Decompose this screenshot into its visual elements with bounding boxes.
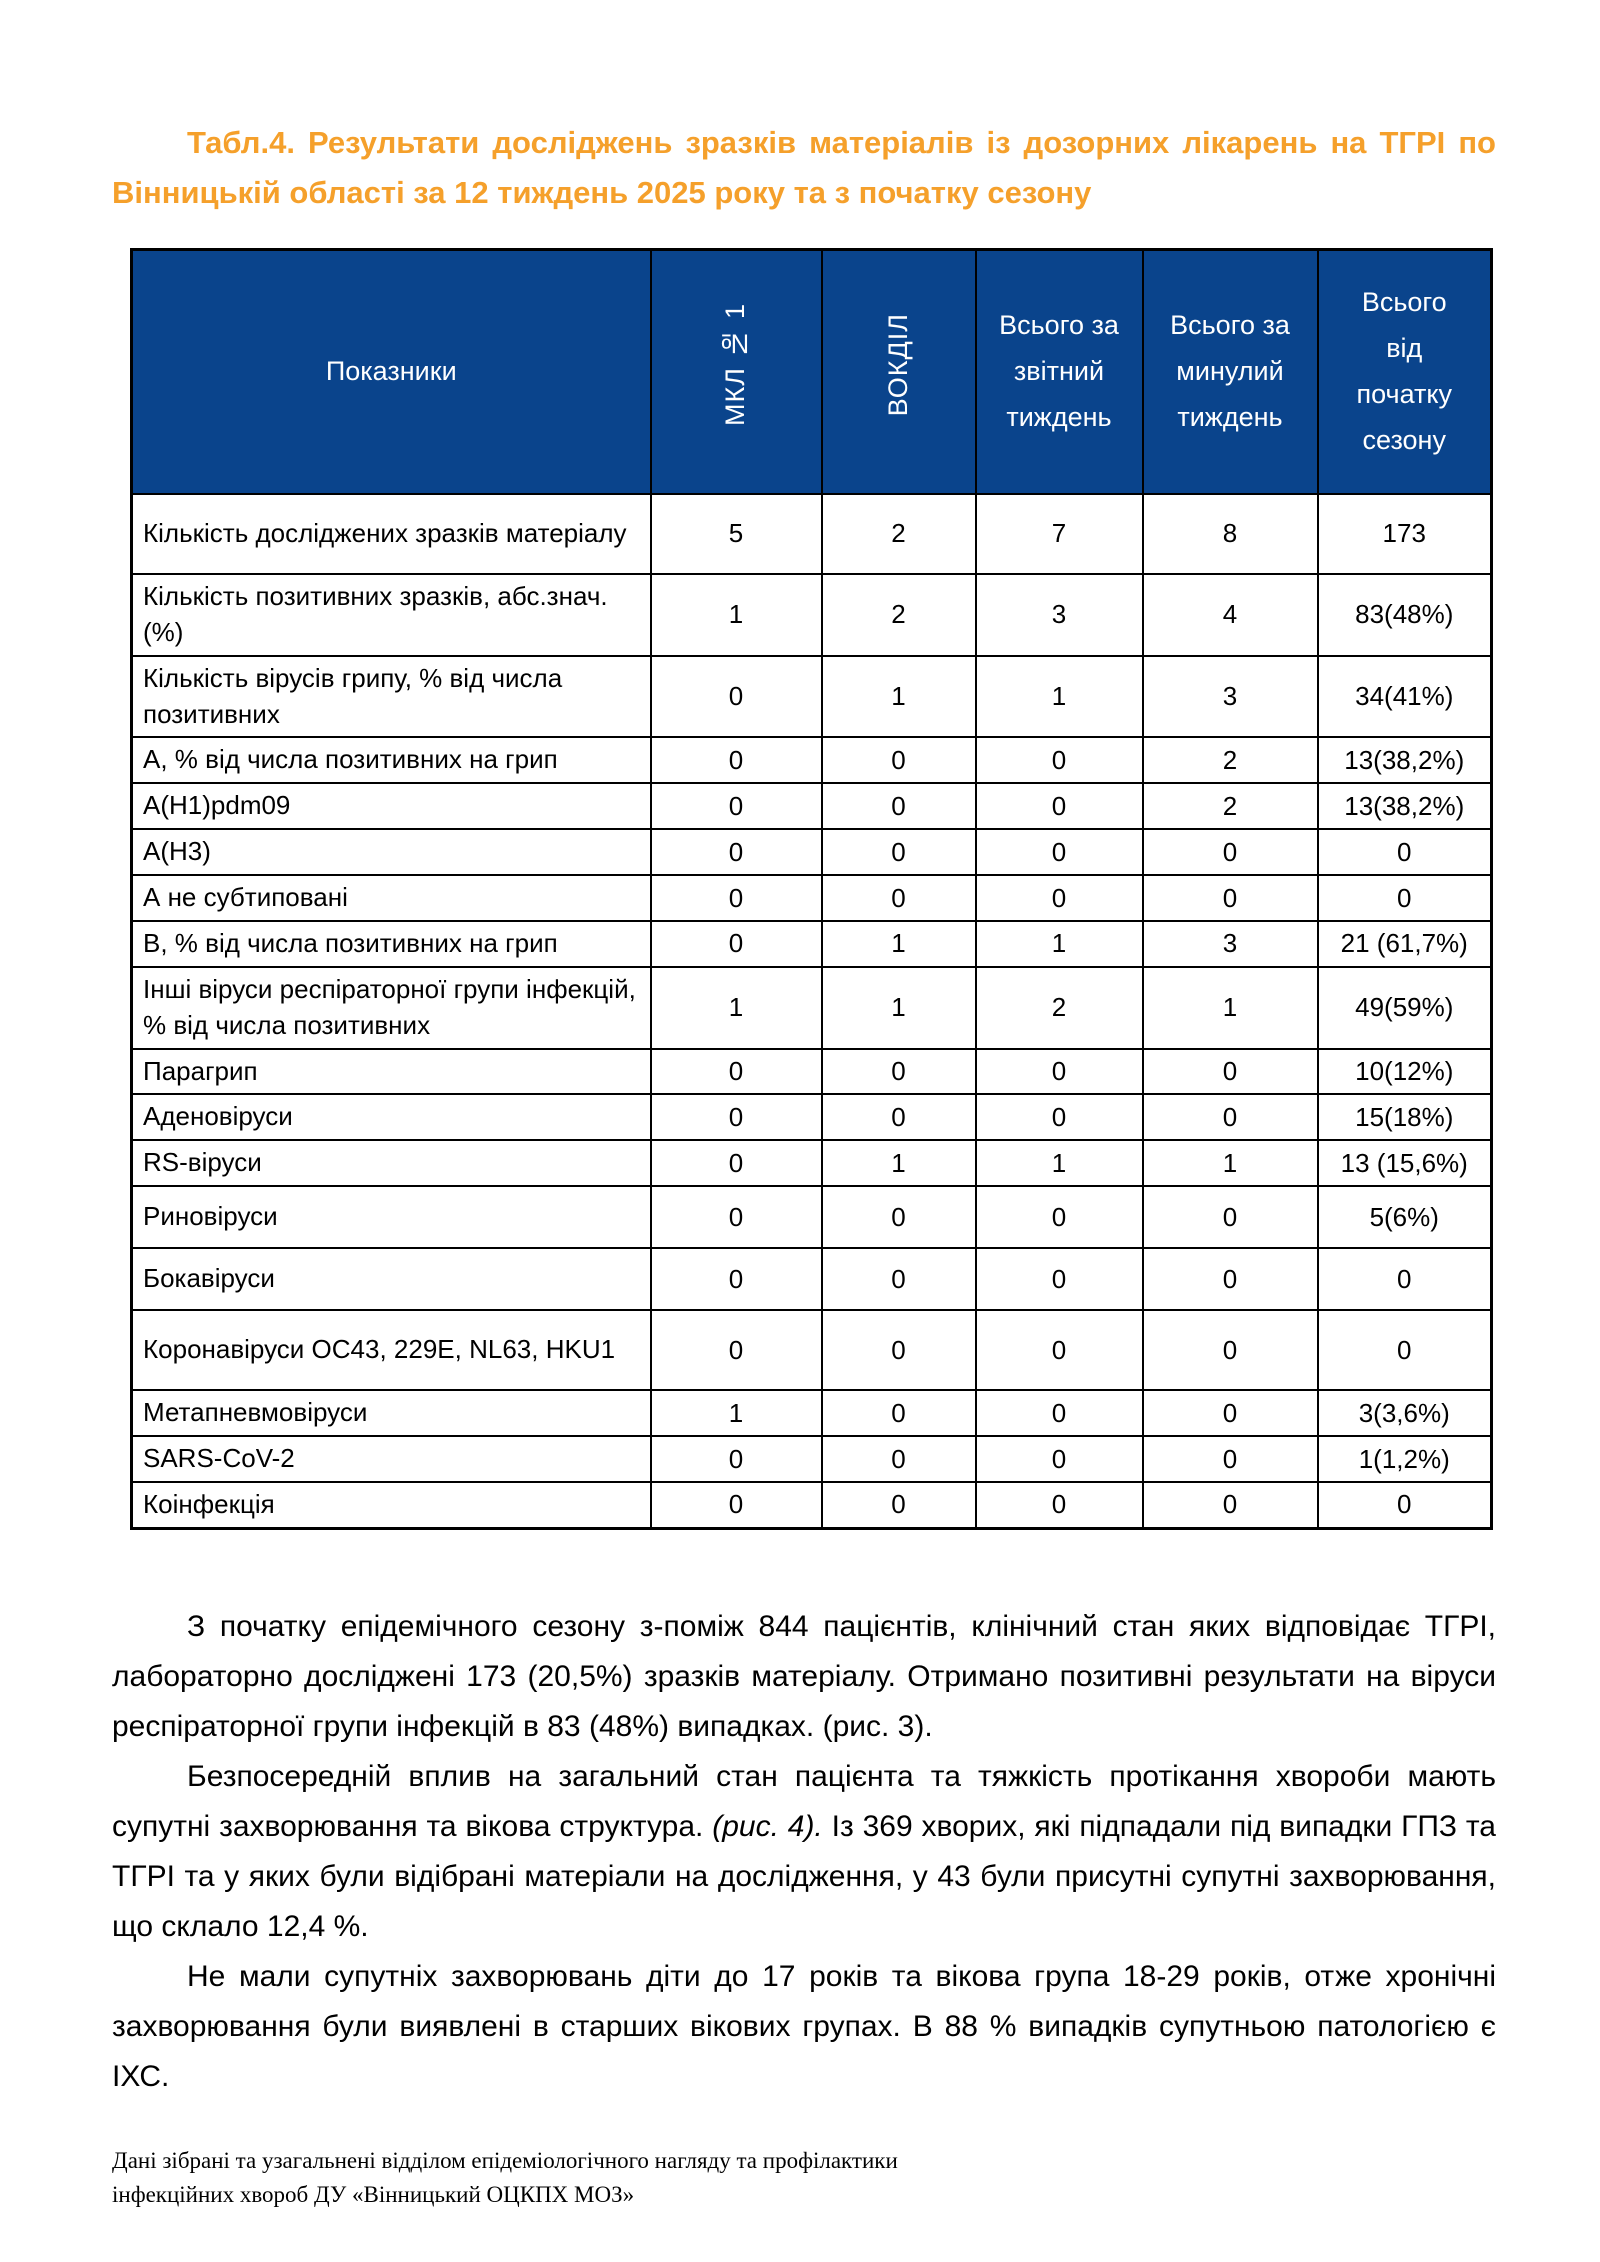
row-value: 2 — [976, 967, 1143, 1049]
paragraph-age-groups: Не мали супутніх захворювань діти до 17 років та вікова група 18-29 років, отже хронічні захворювання були виявлені в старших вікових групах. В 88 % випадків супутньою патологією є ІХС. — [112, 1959, 1496, 2093]
table-row — [132, 656, 1492, 738]
table-row — [132, 1049, 1492, 1095]
row-value: 13 (15,6%) — [1318, 1140, 1492, 1186]
row-value: 3(3,6%) — [1318, 1390, 1492, 1436]
row-value: 0 — [651, 783, 822, 829]
row-value: 0 — [976, 1248, 1143, 1310]
row-value: 0 — [1143, 1390, 1318, 1436]
footer-line-2: інфекційних хвороб ДУ «Вінницький ОЦКПХ МОЗ» — [112, 2182, 635, 2208]
row-value: 0 — [651, 1482, 822, 1528]
row-value: 0 — [822, 737, 976, 783]
row-value: 7 — [976, 494, 1143, 574]
row-value: 3 — [1143, 656, 1318, 738]
row-value: 1 — [651, 967, 822, 1049]
row-value: 0 — [976, 1310, 1143, 1390]
paragraph-comorbidities-start: Безпосередній вплив на загальний стан пацієнта та тяжкість протікання хвороби мають супутні захворювання та вікова структура. — [112, 1759, 1496, 1843]
row-value: 0 — [822, 1094, 976, 1140]
row-label: Коронавіруси ОС43, 229Е, NL63, HKU1 — [132, 1310, 651, 1390]
table-row — [132, 494, 1492, 574]
header-col-report-week: Всього за звітний тиждень — [976, 250, 1143, 494]
row-value: 0 — [1143, 1310, 1318, 1390]
row-value: 34(41%) — [1318, 656, 1492, 738]
table-row — [132, 737, 1492, 783]
row-label: Кількість вірусів грипу, % від числа позитивних — [132, 656, 651, 738]
row-value: 0 — [1318, 875, 1492, 921]
row-value: 0 — [976, 1436, 1143, 1482]
paragraph-comorbidities-end: Із 369 хворих, які підпадали під випадки ГПЗ та ТГРІ та у яких були відібрані матеріали на дослідження, у 43 були присутні супутні захворювання, що склало 12,4 %. — [112, 1809, 1496, 1943]
header-col-previous-week: Всього за минулий тиждень — [1143, 250, 1318, 494]
row-label: Кількість досліджених зразків матеріалу — [132, 494, 651, 574]
header-indicator: Показники — [132, 250, 651, 494]
row-label: Парагрип — [132, 1049, 651, 1095]
row-value: 0 — [651, 1094, 822, 1140]
table-row — [132, 829, 1492, 875]
row-value: 3 — [1143, 921, 1318, 967]
row-label: Риновіруси — [132, 1186, 651, 1248]
table-row — [132, 783, 1492, 829]
row-value: 0 — [976, 1186, 1143, 1248]
row-label: А не субтиповані — [132, 875, 651, 921]
row-value: 0 — [822, 1436, 976, 1482]
row-value: 2 — [1143, 783, 1318, 829]
row-value: 0 — [822, 1049, 976, 1095]
table-row — [132, 1436, 1492, 1482]
row-value: 49(59%) — [1318, 967, 1492, 1049]
row-value: 1 — [976, 656, 1143, 738]
row-value: 0 — [1143, 829, 1318, 875]
row-value: 3 — [976, 574, 1143, 656]
footer-note — [112, 2144, 1496, 2213]
row-value: 1 — [651, 574, 822, 656]
row-value: 0 — [651, 737, 822, 783]
table-row — [132, 921, 1492, 967]
row-value: 0 — [976, 783, 1143, 829]
row-value: 2 — [1143, 737, 1318, 783]
row-value: 5(6%) — [1318, 1186, 1492, 1248]
row-value: 2 — [822, 494, 976, 574]
row-value: 0 — [651, 656, 822, 738]
row-value: 0 — [822, 783, 976, 829]
row-label: A(H3) — [132, 829, 651, 875]
document-title: Табл.4. Результати досліджень зразків матеріалів із дозорних лікарень на ТГРІ по Вінницькій області за 12 тиждень 2025 року та з початку сезону — [112, 125, 1496, 211]
table-header-row — [132, 250, 1492, 494]
row-value: 1 — [976, 921, 1143, 967]
row-label: Коінфекція — [132, 1482, 651, 1528]
row-label: В, % від числа позитивних на грип — [132, 921, 651, 967]
row-value: 0 — [651, 875, 822, 921]
table-row — [132, 1482, 1492, 1528]
row-value: 1 — [822, 921, 976, 967]
row-value: 0 — [651, 921, 822, 967]
row-label: A(H1)pdm09 — [132, 783, 651, 829]
row-label: RS-віруси — [132, 1140, 651, 1186]
row-value: 0 — [822, 1390, 976, 1436]
row-value: 15(18%) — [1318, 1094, 1492, 1140]
row-value: 1(1,2%) — [1318, 1436, 1492, 1482]
row-value: 0 — [1318, 1482, 1492, 1528]
header-col-mkl1-label: МКЛ № 1 — [720, 303, 751, 427]
table-row — [132, 1310, 1492, 1390]
row-value: 0 — [822, 1186, 976, 1248]
paragraph-season-summary: З початку епідемічного сезону з-поміж 844 пацієнтів, клінічний стан яких відповідає ТГРІ, лабораторно досліджені 173 (20,5%) зразків матеріалу. Отримано позитивні результати на віруси респіраторної групи інфекцій в 83 (48%) випадках. (рис. 3). — [112, 1609, 1496, 1743]
paragraph-comorbidities — [112, 1752, 1496, 1952]
header-col-season-total-label: Всього від початку сезону — [1356, 287, 1452, 456]
header-col-mkl1 — [651, 250, 822, 494]
row-value: 0 — [976, 1482, 1143, 1528]
row-value: 0 — [822, 875, 976, 921]
row-value: 0 — [1143, 1094, 1318, 1140]
row-value: 0 — [976, 1049, 1143, 1095]
row-label: Кількість позитивних зразків, абс.знач. (%) — [132, 574, 651, 656]
header-col-vokdil-label: ВОКДІЛ — [882, 313, 913, 417]
row-value: 173 — [1318, 494, 1492, 574]
header-col-season-total — [1318, 250, 1492, 494]
row-label: Бокавіруси — [132, 1248, 651, 1310]
row-label: Інші віруси респіраторної групи інфекцій, % від числа позитивних — [132, 967, 651, 1049]
row-value: 0 — [1143, 1049, 1318, 1095]
row-value: 0 — [1318, 829, 1492, 875]
table-body — [132, 494, 1492, 1528]
row-value: 0 — [651, 1186, 822, 1248]
row-value: 0 — [976, 875, 1143, 921]
row-label: А, % від числа позитивних на грип — [132, 737, 651, 783]
row-value: 0 — [976, 1094, 1143, 1140]
row-value: 1 — [1143, 1140, 1318, 1186]
row-value: 0 — [822, 1248, 976, 1310]
row-value: 1 — [976, 1140, 1143, 1186]
row-value: 0 — [1143, 875, 1318, 921]
row-value: 1 — [822, 656, 976, 738]
row-value: 1 — [651, 1390, 822, 1436]
row-value: 0 — [822, 829, 976, 875]
row-value: 10(12%) — [1318, 1049, 1492, 1095]
row-value: 1 — [822, 1140, 976, 1186]
table-row — [132, 1390, 1492, 1436]
row-value: 2 — [822, 574, 976, 656]
row-value: 0 — [1143, 1248, 1318, 1310]
table-row — [132, 875, 1492, 921]
table-row — [132, 1248, 1492, 1310]
row-value: 1 — [822, 967, 976, 1049]
row-value: 0 — [976, 737, 1143, 783]
row-value: 4 — [1143, 574, 1318, 656]
row-value: 0 — [1143, 1482, 1318, 1528]
row-value: 0 — [651, 1436, 822, 1482]
row-value: 0 — [1143, 1186, 1318, 1248]
row-value: 13(38,2%) — [1318, 737, 1492, 783]
row-value: 0 — [651, 829, 822, 875]
row-value: 21 (61,7%) — [1318, 921, 1492, 967]
row-value: 0 — [1318, 1310, 1492, 1390]
row-value: 0 — [651, 1140, 822, 1186]
row-value: 0 — [976, 1390, 1143, 1436]
table-row — [132, 1140, 1492, 1186]
row-value: 0 — [976, 829, 1143, 875]
row-label: Аденовіруси — [132, 1094, 651, 1140]
row-value: 0 — [651, 1310, 822, 1390]
row-value: 13(38,2%) — [1318, 783, 1492, 829]
table-row — [132, 574, 1492, 656]
row-value: 0 — [822, 1310, 976, 1390]
row-value: 0 — [651, 1049, 822, 1095]
row-value: 0 — [1318, 1248, 1492, 1310]
row-value: 1 — [1143, 967, 1318, 1049]
row-value: 0 — [822, 1482, 976, 1528]
body-text — [112, 1602, 1496, 2102]
row-value: 83(48%) — [1318, 574, 1492, 656]
header-col-vokdil — [822, 250, 976, 494]
row-label: Метапневмовіруси — [132, 1390, 651, 1436]
row-value: 0 — [651, 1248, 822, 1310]
footer-line-1: Дані зібрані та узагальнені відділом епідеміологічного нагляду та профілактики — [112, 2147, 898, 2173]
row-value: 5 — [651, 494, 822, 574]
row-value: 0 — [1143, 1436, 1318, 1482]
row-label: SARS-CoV-2 — [132, 1436, 651, 1482]
row-value: 8 — [1143, 494, 1318, 574]
table-row — [132, 1186, 1492, 1248]
table-row — [132, 967, 1492, 1049]
results-table — [130, 248, 1493, 1529]
figure-4-reference: (рис. 4). — [712, 1809, 823, 1843]
table-row — [132, 1094, 1492, 1140]
